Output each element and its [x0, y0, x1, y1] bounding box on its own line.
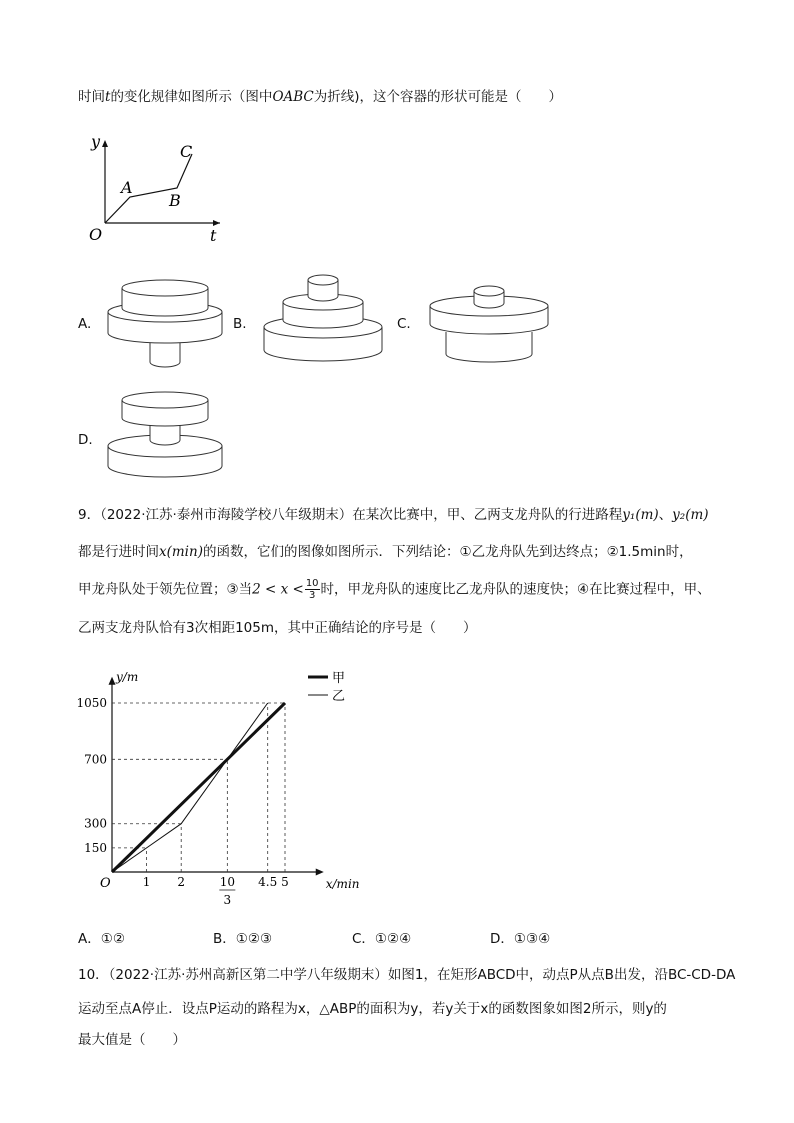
- q9-fraction: [305, 578, 320, 601]
- q8-label-y: y: [91, 132, 101, 151]
- x-tick-1: 1: [142, 875, 151, 889]
- q8-container-c: [424, 282, 554, 368]
- q8-stem-c: 为折线)，这个容器的形状可能是（ ）: [313, 89, 563, 105]
- q10-line3: 最大值是（ ）: [78, 1032, 186, 1048]
- q8-option-d-label: D.: [78, 432, 93, 448]
- q8-stem-a: 时间: [78, 89, 105, 105]
- y-tick-150: 150: [84, 840, 107, 855]
- q9-line2-rest: 的函数，它们的图像如图所示．下列结论：①乙龙舟队先到达终点；②1.5min时，: [202, 544, 693, 560]
- series-line-yi: [112, 703, 268, 872]
- y-tick-700: 700: [84, 752, 107, 767]
- q9-line3-ineq: 2 < x <: [252, 581, 304, 598]
- container-a-top: [122, 280, 208, 296]
- legend-label-jia: 甲: [332, 671, 346, 686]
- q8-stem: [78, 87, 562, 107]
- q8-option-b-label: B.: [233, 316, 247, 332]
- series-line-jia: [112, 703, 285, 872]
- q10-line1: 10．（2022·江苏·苏州高新区第二中学八年级期末）如图1，在矩形ABCD中，动点P从点B出发，沿BC-CD-DA: [78, 967, 736, 983]
- q9-line3-a: 甲龙舟队处于领先位置；③当: [78, 581, 253, 598]
- q8-container-b: [258, 272, 388, 366]
- container-c-lower: [446, 332, 532, 362]
- q8-container-a: [100, 270, 240, 376]
- container-a-bottom: [150, 342, 180, 367]
- q8-label-c: C: [180, 142, 193, 161]
- q8-graph: [75, 130, 255, 245]
- legend-label-yi: 乙: [332, 689, 346, 704]
- x-tick-4-5: 4.5: [258, 875, 278, 889]
- q8-stem-b: 的变化规律如图所示（图中: [110, 89, 273, 105]
- q9-sep: 、: [658, 507, 673, 523]
- q9-chart-layer: [76, 670, 359, 907]
- q9-line4-text: 乙两支龙舟队恰有3次相距105m，其中正确结论的序号是（ ）: [78, 620, 477, 636]
- q9-option-b: B．①②③: [213, 931, 273, 947]
- x-tick-10-3-den: 3: [223, 893, 232, 907]
- y-tick-1050: 1050: [76, 696, 107, 710]
- q9-line1-rest: 在某次比赛中，甲、乙两支龙舟队的行进路程: [352, 507, 623, 523]
- q8-label-a: A: [121, 178, 133, 197]
- q8-container-d: [100, 388, 240, 486]
- container-c-top: [474, 286, 504, 296]
- y-axis-arrow: [109, 677, 116, 685]
- q9-source: （2022·江苏·泰州市海陵学校八年级期末）: [100, 507, 353, 523]
- x-axis-arrow: [316, 869, 324, 876]
- q9-y1: y₁(m): [622, 507, 659, 523]
- q9-option-c: C．①②④: [352, 931, 412, 947]
- y-tick-300: 300: [84, 816, 107, 831]
- q9-line2-a: 都是行进时间: [78, 544, 159, 560]
- q8-label-t: t: [210, 226, 217, 245]
- y-axis-label: y/m: [116, 669, 139, 684]
- q8-stem-oabc: OABC: [272, 89, 314, 105]
- container-d-neck: [150, 424, 180, 445]
- origin-label: O: [100, 876, 111, 891]
- x-tick-2: 2: [177, 875, 186, 889]
- q9-number: 9．: [78, 507, 101, 523]
- x-tick-5: 5: [281, 875, 289, 889]
- x-tick-10-3-num: 10: [219, 875, 235, 889]
- q9-chart: [70, 650, 390, 915]
- q9-line3: [78, 578, 711, 601]
- container-b-top: [308, 275, 338, 285]
- q8-polyline-oabc: [105, 154, 192, 223]
- q9-frac-num: 10: [305, 578, 319, 589]
- q8-label-b: B: [169, 191, 181, 210]
- q10-line2: 运动至点A停止．设点P运动的路程为x，△ABP的面积为y，若y关于x的函数图象如图2所示，则y的: [78, 1001, 667, 1017]
- q9-option-d: D．①③④: [490, 931, 551, 947]
- q9-line1: [78, 505, 709, 525]
- q8-option-c-label: C.: [397, 316, 411, 332]
- q9-line2-var: x(min): [159, 544, 203, 560]
- container-d-top: [122, 392, 208, 408]
- q9-line4: [78, 618, 477, 638]
- q9-option-a: A．①②: [78, 931, 125, 947]
- q9-frac-den: 3: [308, 590, 316, 601]
- q9-y2: y₂(m): [672, 507, 709, 523]
- q8-stem-var: t: [105, 89, 111, 105]
- q8-label-o: O: [89, 225, 103, 244]
- q9-line3-b: 时，甲龙舟队的速度比乙龙舟队的速度快；④在比赛过程中，甲、: [320, 581, 711, 598]
- q8-y-arrow: [102, 140, 108, 147]
- q9-line2: [78, 542, 693, 562]
- x-axis-label: x/min: [325, 877, 360, 891]
- q8-option-a-label: A.: [78, 316, 92, 332]
